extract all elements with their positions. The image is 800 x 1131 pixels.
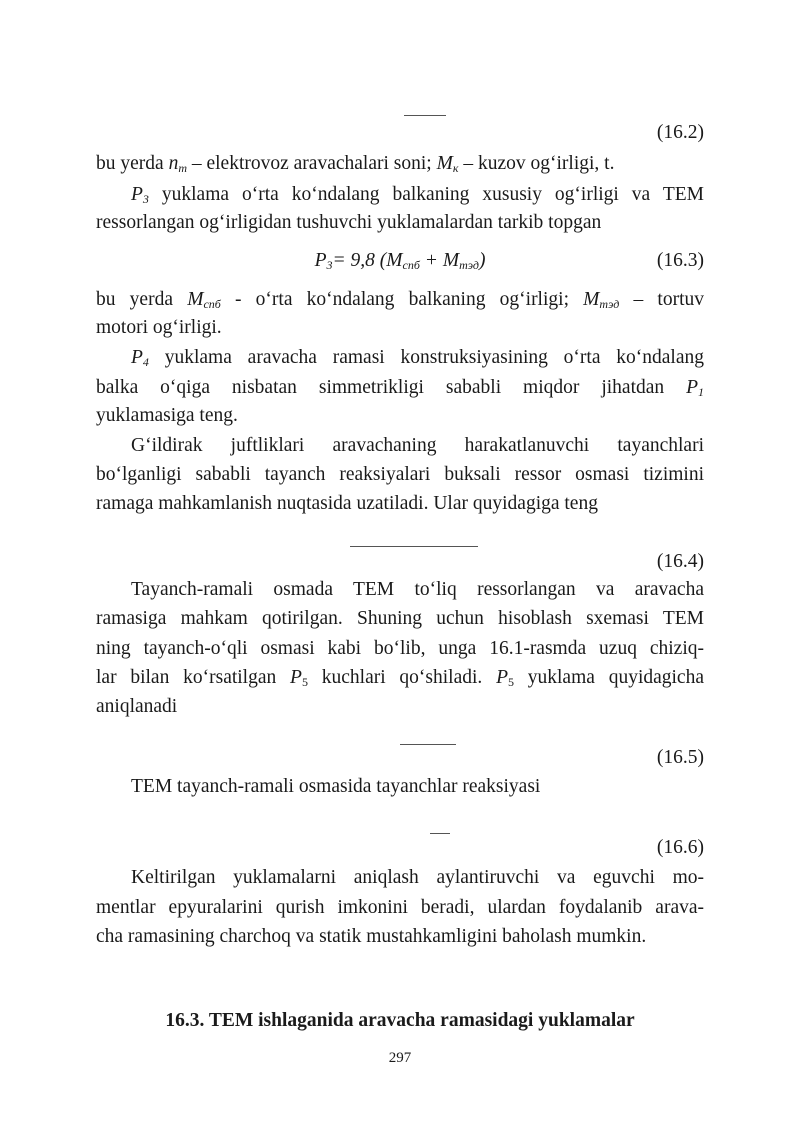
text-line: balka o‘qiga nisbatan simmetrikligi sababli miqdor jihatdan $P_1$ [96,377,704,399]
text-line: mentlar epyuralarini qurish imkonini beradi, ulardan foydalanib arava- [96,897,704,918]
text-line: bu yerda $n_m$ – elektrovoz aravachalari soni; $M_к$ – kuzov og‘irligi, t. [96,153,615,175]
equation-number: (16.5) [656,747,704,768]
text-line: ramasiga mahkam qotirilgan. Shuning uchun hisoblash sxemasi TEM [96,608,704,629]
formula-fraction-bar [350,546,478,547]
text-line: ressorlangan og‘irligidan tushuvchi yuklamalardan tarkib topgan [96,212,602,233]
text-line: Tayanch-ramali osmada TEM to‘liq ressorlangan va aravacha [131,579,704,600]
equation-number: (16.2) [656,122,704,143]
text-line: motori og‘irligi. [96,317,222,338]
formula-fraction-bar [430,833,450,834]
text-line: yuklamasiga teng. [96,405,238,426]
text-line: $P_3$ yuklama o‘rta ko‘ndalang balkaning xususiy og‘irligi va TEM [131,184,704,206]
text-line: cha ramasining charchoq va statik mustahkamligini baholash mumkin. [96,926,647,947]
formula-fraction-bar [404,115,446,116]
text-line: bo‘lganligi sababli tayanch reaksiyalari buksali ressor osmasi tizimini [96,464,704,485]
text-line: ning tayanch-o‘qli osmasi kabi bo‘lib, unga 16.1-rasmda uzuq chiziq- [96,638,704,659]
formula-fraction-bar [400,744,456,745]
text-line: $P_4$ yuklama aravacha ramasi konstruksiyasining o‘rta ko‘ndalang [131,347,704,369]
equation-number: (16.6) [656,837,704,858]
section-heading: 16.3. TEM ishlaganida aravacha ramasidagi yuklamalar [165,1010,635,1031]
page-number: 297 [388,1050,412,1066]
text-line: ramaga mahkamlanish nuqtasida uzatiladi. Ular quyidagiga teng [96,493,598,514]
formula: $P_3= 9,8$ $(M_{спб} + M_{тэд})$ [314,250,486,272]
text-line: Keltirilgan yuklamalarni aniqlash aylantiruvchi va eguvchi mo- [131,867,704,888]
text-line: lar bilan ko‘rsatilgan $P_5$ kuchlari qo‘shiladi. $P_5$ yuklama quyidagicha [96,667,704,689]
text-line: aniqlanadi [96,696,178,717]
equation-number: (16.3) [656,250,704,271]
text-line: TEM tayanch-ramali osmasida tayanchlar reaksiyasi [131,776,541,797]
text-line: G‘ildirak juftliklari aravachaning harakatlanuvchi tayanchlari [131,435,704,456]
text-line: bu yerda $M_{спб}$ - o‘rta ko‘ndalang balkaning og‘irligi; $M_{тэд}$ – tortuv [96,289,704,311]
equation-number: (16.4) [656,551,704,572]
